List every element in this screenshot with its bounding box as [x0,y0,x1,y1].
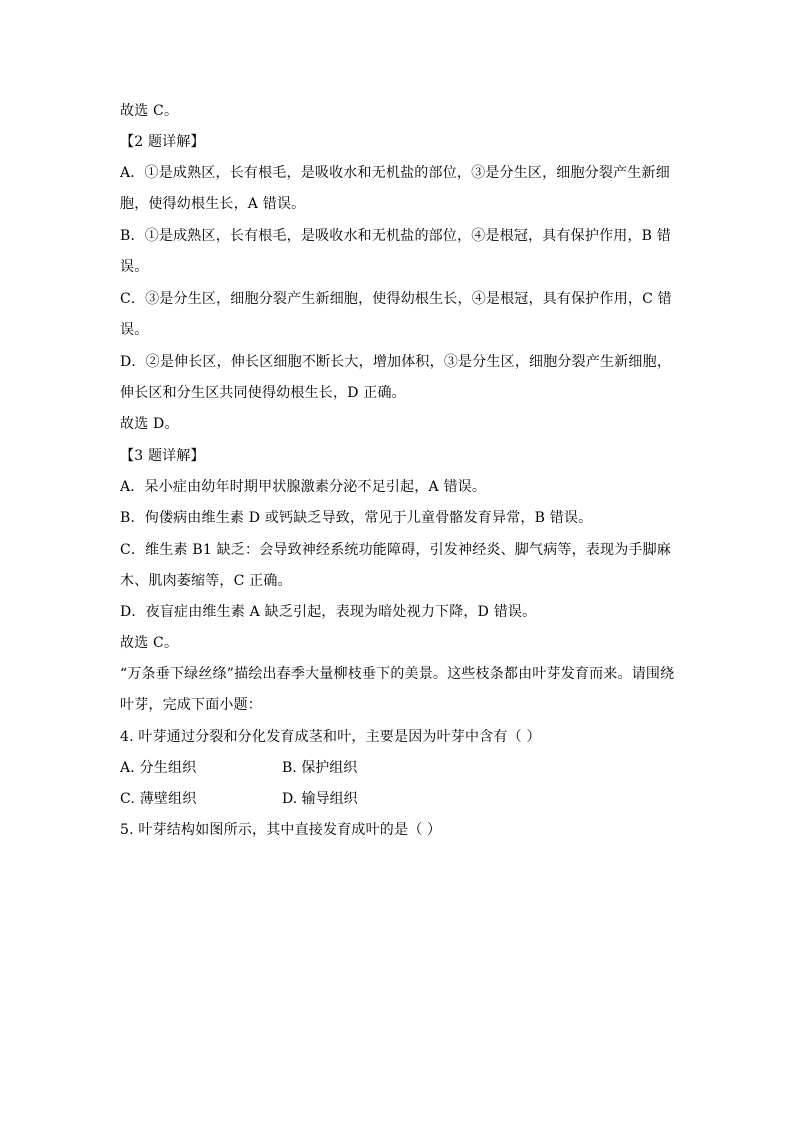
question-2-explanation-header: 【2 题详解】 [120,134,205,150]
q2-option-d-explanation: D．②是伸长区，伸长区细胞不断长大，增加体积，③是分生区，细胞分裂产生新细胞， [120,354,672,370]
answer-conclusion-1: 故选 C。 [120,103,179,119]
question-4-option-b: B. 保护组织 [282,760,358,776]
question-3-explanation-header: 【3 题详解】 [120,448,205,464]
answer-conclusion-2: 故选 D。 [120,416,179,432]
q2-option-c-explanation-cont: 误。 [120,322,149,338]
q2-option-b-explanation: B．①是成熟区，长有根毛，是吸收水和无机盐的部位，④是根冠，具有保护作用，B 错 [120,228,672,244]
question-4-option-c: C. 薄壁组织 [120,791,197,807]
q3-option-c-explanation: C．维生素 B1 缺乏：会导致神经系统功能障碍，引发神经炎、脚气病等，表现为手脚麻 [120,542,672,558]
answer-conclusion-3: 故选 C。 [120,635,179,651]
q2-option-b-explanation-cont: 误。 [120,259,149,275]
question-4-option-a: A. 分生组织 [120,760,197,776]
q3-option-b-explanation: B．佝偻病由维生素 D 或钙缺乏导致，常见于儿童骨骼发育异常，B 错误。 [120,510,593,526]
q3-option-d-explanation: D．夜盲症由维生素 A 缺乏引起，表现为暗处视力下降，D 错误。 [120,604,537,620]
q2-option-c-explanation: C．③是分生区，细胞分裂产生新细胞，使得幼根生长，④是根冠，具有保护作用，C 错 [120,291,672,307]
q2-option-d-explanation-cont: 伸长区和分生区共同使得幼根生长，D 正确。 [120,385,406,401]
question-4-option-d: D. 输导组织 [282,791,358,807]
question-5-stem: 5. 叶芽结构如图所示，其中直接发育成叶的是（ ） [120,822,442,838]
q3-option-a-explanation: A．呆小症由幼年时期甲状腺激素分泌不足引起，A 错误。 [120,479,487,495]
q2-option-a-explanation-cont: 胞，使得幼根生长，A 错误。 [120,196,306,212]
question-4-stem: 4. 叶芽通过分裂和分化发育成茎和叶，主要是因为叶芽中含有（ ） [120,729,541,745]
q2-option-a-explanation: A．①是成熟区，长有根毛，是吸收水和无机盐的部位，③是分生区，细胞分裂产生新细 [120,165,670,181]
passage-intro-cont: 叶芽，完成下面小题： [120,697,262,713]
q3-option-c-explanation-cont: 木、肌肉萎缩等，C 正确。 [120,573,292,589]
passage-intro: “万条垂下绿丝绦”描绘出春季大量柳枝垂下的美景。这些枝条都由叶芽发育而来。请围绕 [120,666,675,682]
